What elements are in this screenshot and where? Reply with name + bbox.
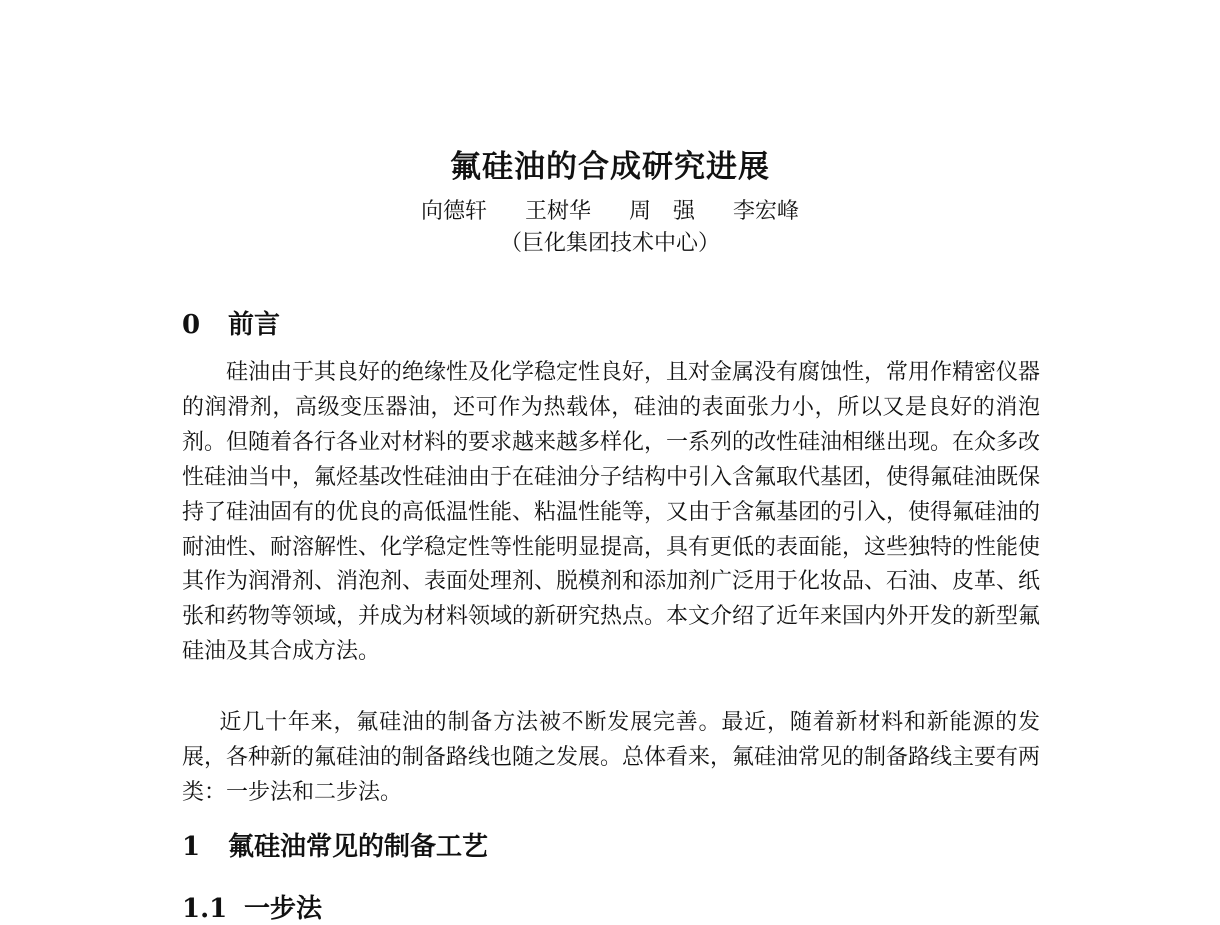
body-paragraph: 近几十年来，氟硅油的制备方法被不断发展完善。最近，随着新材料和新能源的发展，各种新的氟硅油的制备路线也随之发展。总体看来，氟硅油常见的制备路线主要有两类：一步法和二步法。 — [182, 710, 1041, 805]
subsection-title: 一步法 — [244, 894, 323, 924]
body-paragraph: 硅油由于其良好的绝缘性及化学稳定性良好，且对金属没有腐蚀性，常用作精密仪器的润滑剂，高级变压器油，还可作为热载体，硅油的表面张力小，所以又是良好的消泡剂。但随着各行各业对材料的要求越来越多样化，一系列的改性硅油相继出现。在众多改性硅油当中，氟烃基改性硅油由于在硅油分子结构中引入含氟取代基团，使得氟硅油既保持了硅油固有的优良的高低温性能、粘温性能等，又由于含氟基团的引入，使得氟硅油的耐油性、耐溶解性、化学稳定性等性能明显提高，具有更低的表面能，这些独特的性能使其作为润滑剂、消泡剂、表面处理剂、脱模剂和添加剂广泛用于化妆品、石油、皮革、纸张和药物等领域，并成为材料领域的新研究热点。本文介绍了近年来国内外开发的新型氟硅油及其合成方法。 — [182, 360, 1041, 665]
paper-title: 氟硅油的合成研究进展 — [450, 149, 770, 185]
section-title: 前言 — [228, 310, 281, 340]
author-name: 周 强 — [629, 199, 696, 224]
author-name: 向德轩 — [420, 199, 487, 224]
author-affiliation: （巨化集团技术中心） — [499, 231, 720, 256]
subsection-number: 1.1 — [182, 894, 228, 924]
section-heading-methods — [182, 826, 488, 863]
section-title: 氟硅油常见的制备工艺 — [228, 832, 489, 862]
section-number: 1 — [182, 832, 201, 862]
author-list — [0, 194, 1220, 225]
section-number: 0 — [182, 310, 201, 340]
author-name: 王树华 — [524, 199, 591, 224]
subsection-heading-one-step — [182, 888, 322, 925]
author-name: 李宏峰 — [733, 199, 800, 224]
section-heading-intro — [182, 304, 280, 341]
